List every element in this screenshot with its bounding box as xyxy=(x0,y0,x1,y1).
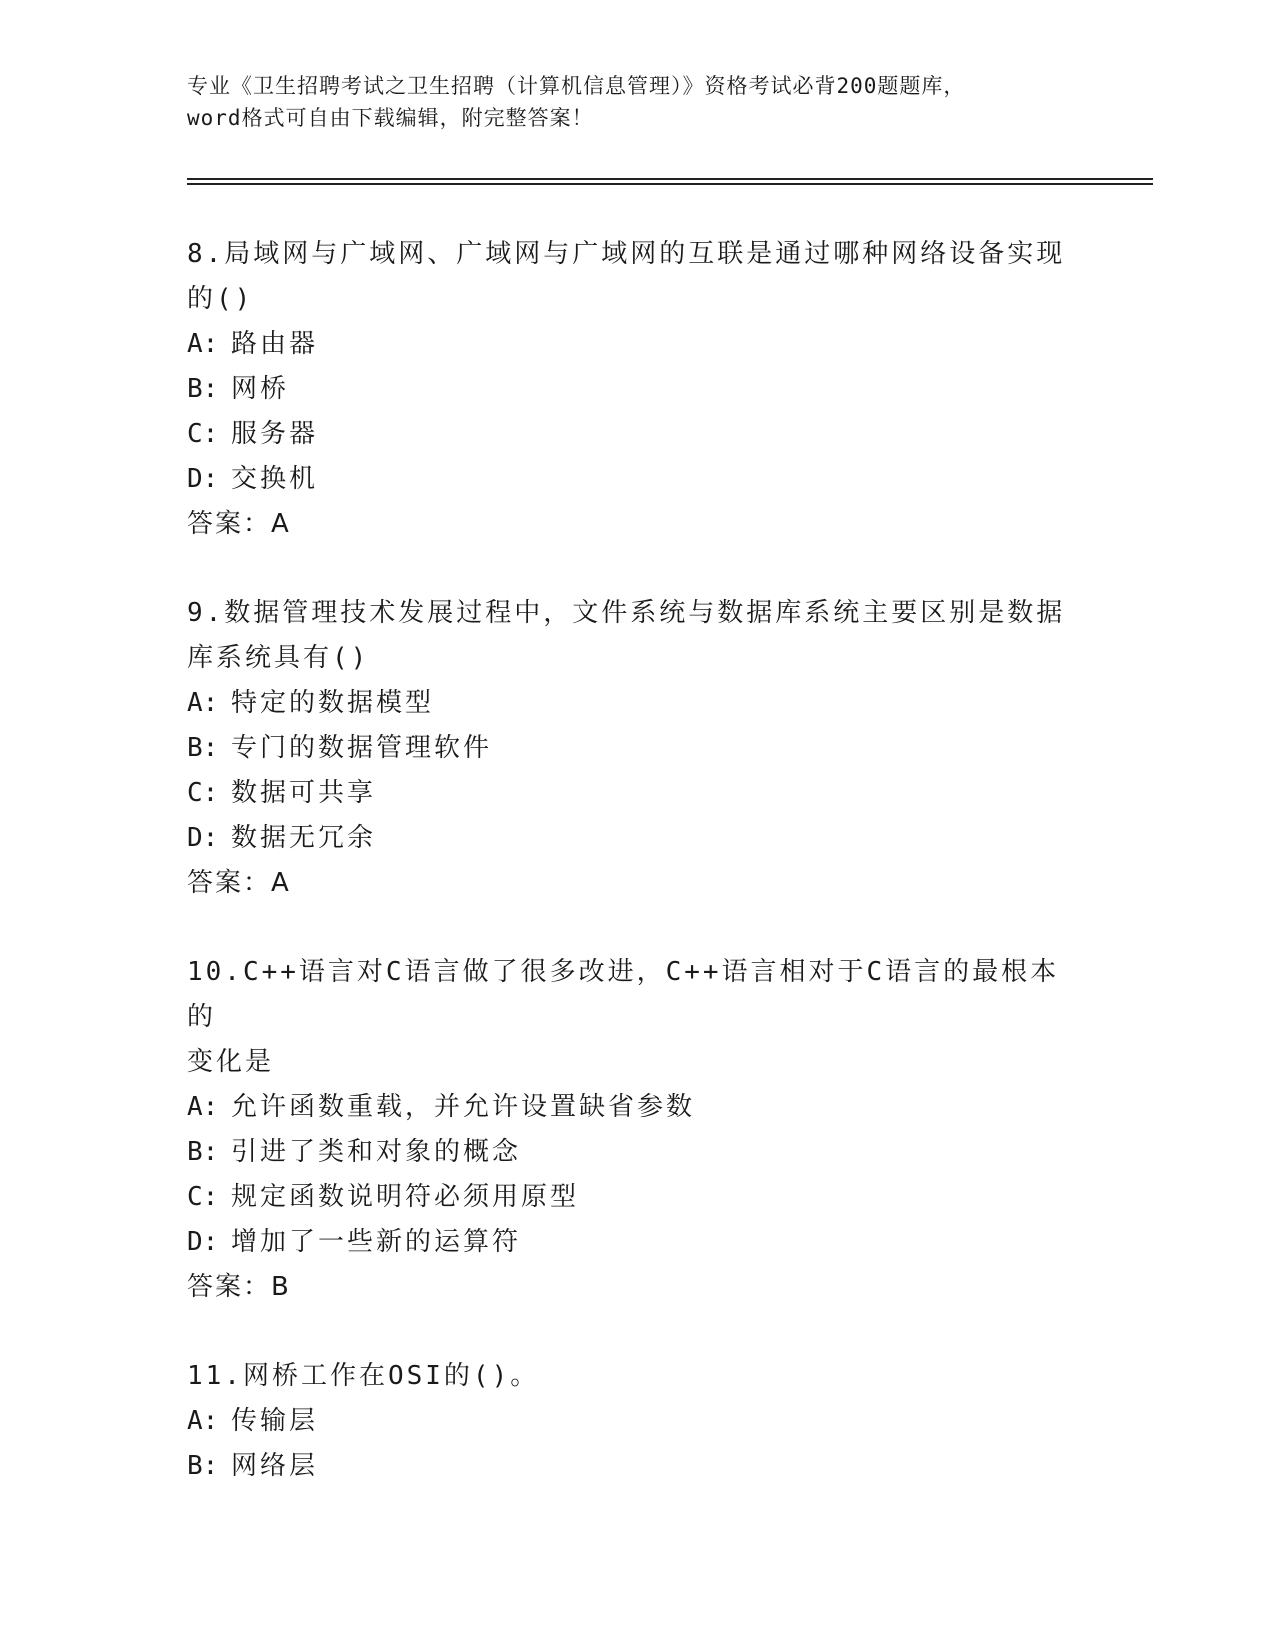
option-letter: B: xyxy=(187,1451,219,1481)
option-a xyxy=(187,681,1087,726)
option-text: 引进了类和对象的概念 xyxy=(231,1137,522,1167)
option-b xyxy=(187,367,1087,412)
option-d xyxy=(187,457,1087,502)
option-d xyxy=(187,816,1087,861)
option-letter: C: xyxy=(187,1182,219,1212)
option-letter: D: xyxy=(187,464,219,494)
option-text: 路由器 xyxy=(231,329,319,359)
option-text: 网络层 xyxy=(231,1451,319,1481)
question-stem-line: 库系统具有() xyxy=(187,643,370,673)
option-b xyxy=(187,1130,1087,1175)
option-c xyxy=(187,412,1087,457)
option-c xyxy=(187,771,1087,816)
option-text: 服务器 xyxy=(231,419,319,449)
answer-line: 答案：A xyxy=(187,868,291,898)
question-9 xyxy=(187,591,1087,906)
option-b xyxy=(187,1444,1087,1489)
option-text: 规定函数说明符必须用原型 xyxy=(231,1182,580,1212)
header-line-2: word格式可自由下载编辑，附完整答案！ xyxy=(187,106,594,130)
document-header xyxy=(187,70,1087,134)
option-letter: A: xyxy=(187,688,219,718)
option-text: 网桥 xyxy=(231,374,290,404)
option-letter: B: xyxy=(187,1137,219,1167)
option-a xyxy=(187,322,1087,367)
header-divider-top xyxy=(187,178,1153,180)
option-letter: B: xyxy=(187,374,219,404)
option-letter: D: xyxy=(187,1227,219,1257)
question-list xyxy=(187,232,1087,1533)
option-d xyxy=(187,1220,1087,1265)
header-line-1: 专业《卫生招聘考试之卫生招聘（计算机信息管理）》资格考试必背200题题库， xyxy=(187,74,966,98)
option-letter: D: xyxy=(187,823,219,853)
question-stem-line: 11.网桥工作在OSI的()。 xyxy=(187,1361,540,1391)
question-10 xyxy=(187,950,1087,1310)
option-text: 传输层 xyxy=(231,1406,319,1436)
header-divider-bottom xyxy=(187,183,1153,185)
question-8 xyxy=(187,232,1087,547)
option-text: 数据可共享 xyxy=(231,778,377,808)
question-stem-line: 8.局域网与广域网、广域网与广域网的互联是通过哪种网络设备实现 xyxy=(187,239,1066,269)
option-text: 专门的数据管理软件 xyxy=(231,733,493,763)
question-stem-line: 9.数据管理技术发展过程中，文件系统与数据库系统主要区别是数据 xyxy=(187,598,1066,628)
option-text: 特定的数据模型 xyxy=(231,688,435,718)
option-b xyxy=(187,726,1087,771)
option-letter: B: xyxy=(187,733,219,763)
option-letter: C: xyxy=(187,419,219,449)
option-a xyxy=(187,1085,1087,1130)
answer-line: 答案：A xyxy=(187,509,291,539)
option-text: 数据无冗余 xyxy=(231,823,377,853)
option-text: 允许函数重载，并允许设置缺省参数 xyxy=(231,1092,696,1122)
option-text: 交换机 xyxy=(231,464,319,494)
option-c xyxy=(187,1175,1087,1220)
question-stem-line: 的() xyxy=(187,284,254,314)
option-letter: A: xyxy=(187,329,219,359)
question-stem-line: 10.C++语言对C语言做了很多改进，C++语言相对于C语言的最根本的 xyxy=(187,957,1060,1032)
question-stem-line: 变化是 xyxy=(187,1047,275,1077)
answer-line: 答案：B xyxy=(187,1272,291,1302)
option-a xyxy=(187,1399,1087,1444)
option-letter: A: xyxy=(187,1406,219,1436)
option-text: 增加了一些新的运算符 xyxy=(231,1227,522,1257)
question-11 xyxy=(187,1354,1087,1489)
option-letter: C: xyxy=(187,778,219,808)
option-letter: A: xyxy=(187,1092,219,1122)
